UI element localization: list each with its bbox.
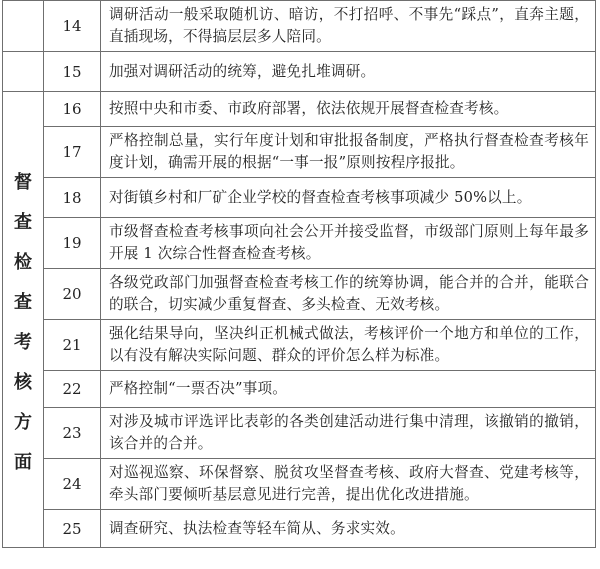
category-char: 查	[14, 211, 32, 233]
row-number: 14	[44, 1, 101, 52]
category-char: 检	[14, 251, 32, 273]
row-number: 15	[44, 52, 101, 92]
row-text: 严格控制“一票否决”事项。	[101, 371, 596, 408]
row-text: 调查研究、执法检查等轻车简从、务求实效。	[101, 510, 596, 548]
table-row	[3, 371, 596, 408]
row-text: 对涉及城市评选评比表彰的各类创建活动进行集中清理，该撤销的撤销，该合并的合并。	[101, 408, 596, 459]
category-label	[3, 168, 43, 472]
table-row	[3, 218, 596, 269]
row-text: 严格控制总量，实行年度计划和审批报备制度，严格执行督查检查考核年度计划，确需开展的根据“一事一报”原则按程序报批。	[101, 127, 596, 178]
table-row	[3, 52, 596, 92]
table-row	[3, 320, 596, 371]
row-number: 21	[44, 320, 101, 371]
table-row	[3, 127, 596, 178]
category-char: 面	[14, 451, 32, 473]
row-text: 强化结果导向，坚决纠正机械式做法，考核评价一个地方和单位的工作，以有没有解决实际问题、群众的评价怎么样为标准。	[101, 320, 596, 371]
category-char: 查	[14, 291, 32, 313]
row-number: 25	[44, 510, 101, 548]
row-text: 调研活动一般采取随机访、暗访，不打招呼、不事先“踩点”，直奔主题，直插现场，不得搞层层多人陪同。	[101, 1, 596, 52]
category-cell-empty	[3, 52, 44, 92]
table-row	[3, 269, 596, 320]
category-cell-empty	[3, 1, 44, 52]
category-char: 核	[14, 371, 32, 393]
table-row	[3, 1, 596, 52]
measures-table	[2, 0, 596, 548]
row-number: 24	[44, 459, 101, 510]
row-number: 18	[44, 178, 101, 218]
row-number: 20	[44, 269, 101, 320]
row-text: 按照中央和市委、市政府部署，依法依规开展督查检查考核。	[101, 92, 596, 127]
category-char: 方	[14, 411, 32, 433]
category-char: 考	[14, 331, 32, 353]
row-text: 加强对调研活动的统筹，避免扎堆调研。	[101, 52, 596, 92]
row-text: 各级党政部门加强督查检查考核工作的统筹协调，能合并的合并，能联合的联合，切实减少重复督查、多头检查、无效考核。	[101, 269, 596, 320]
row-text: 市级督查检查考核事项向社会公开并接受监督，市级部门原则上每年最多开展 1 次综合性督查检查考核。	[101, 218, 596, 269]
row-text: 对巡视巡察、环保督察、脱贫攻坚督查考核、政府大督查、党建考核等，牵头部门要倾听基层意见进行完善，提出优化改进措施。	[101, 459, 596, 510]
row-number: 22	[44, 371, 101, 408]
row-number: 19	[44, 218, 101, 269]
table-row	[3, 408, 596, 459]
category-char: 督	[14, 171, 32, 193]
row-text: 对街镇乡村和厂矿企业学校的督查检查考核事项减少 50%以上。	[101, 178, 596, 218]
table-row	[3, 92, 596, 127]
row-number: 16	[44, 92, 101, 127]
category-cell	[3, 92, 44, 548]
row-number: 17	[44, 127, 101, 178]
table-row	[3, 178, 596, 218]
table-row	[3, 510, 596, 548]
table-row	[3, 459, 596, 510]
row-number: 23	[44, 408, 101, 459]
